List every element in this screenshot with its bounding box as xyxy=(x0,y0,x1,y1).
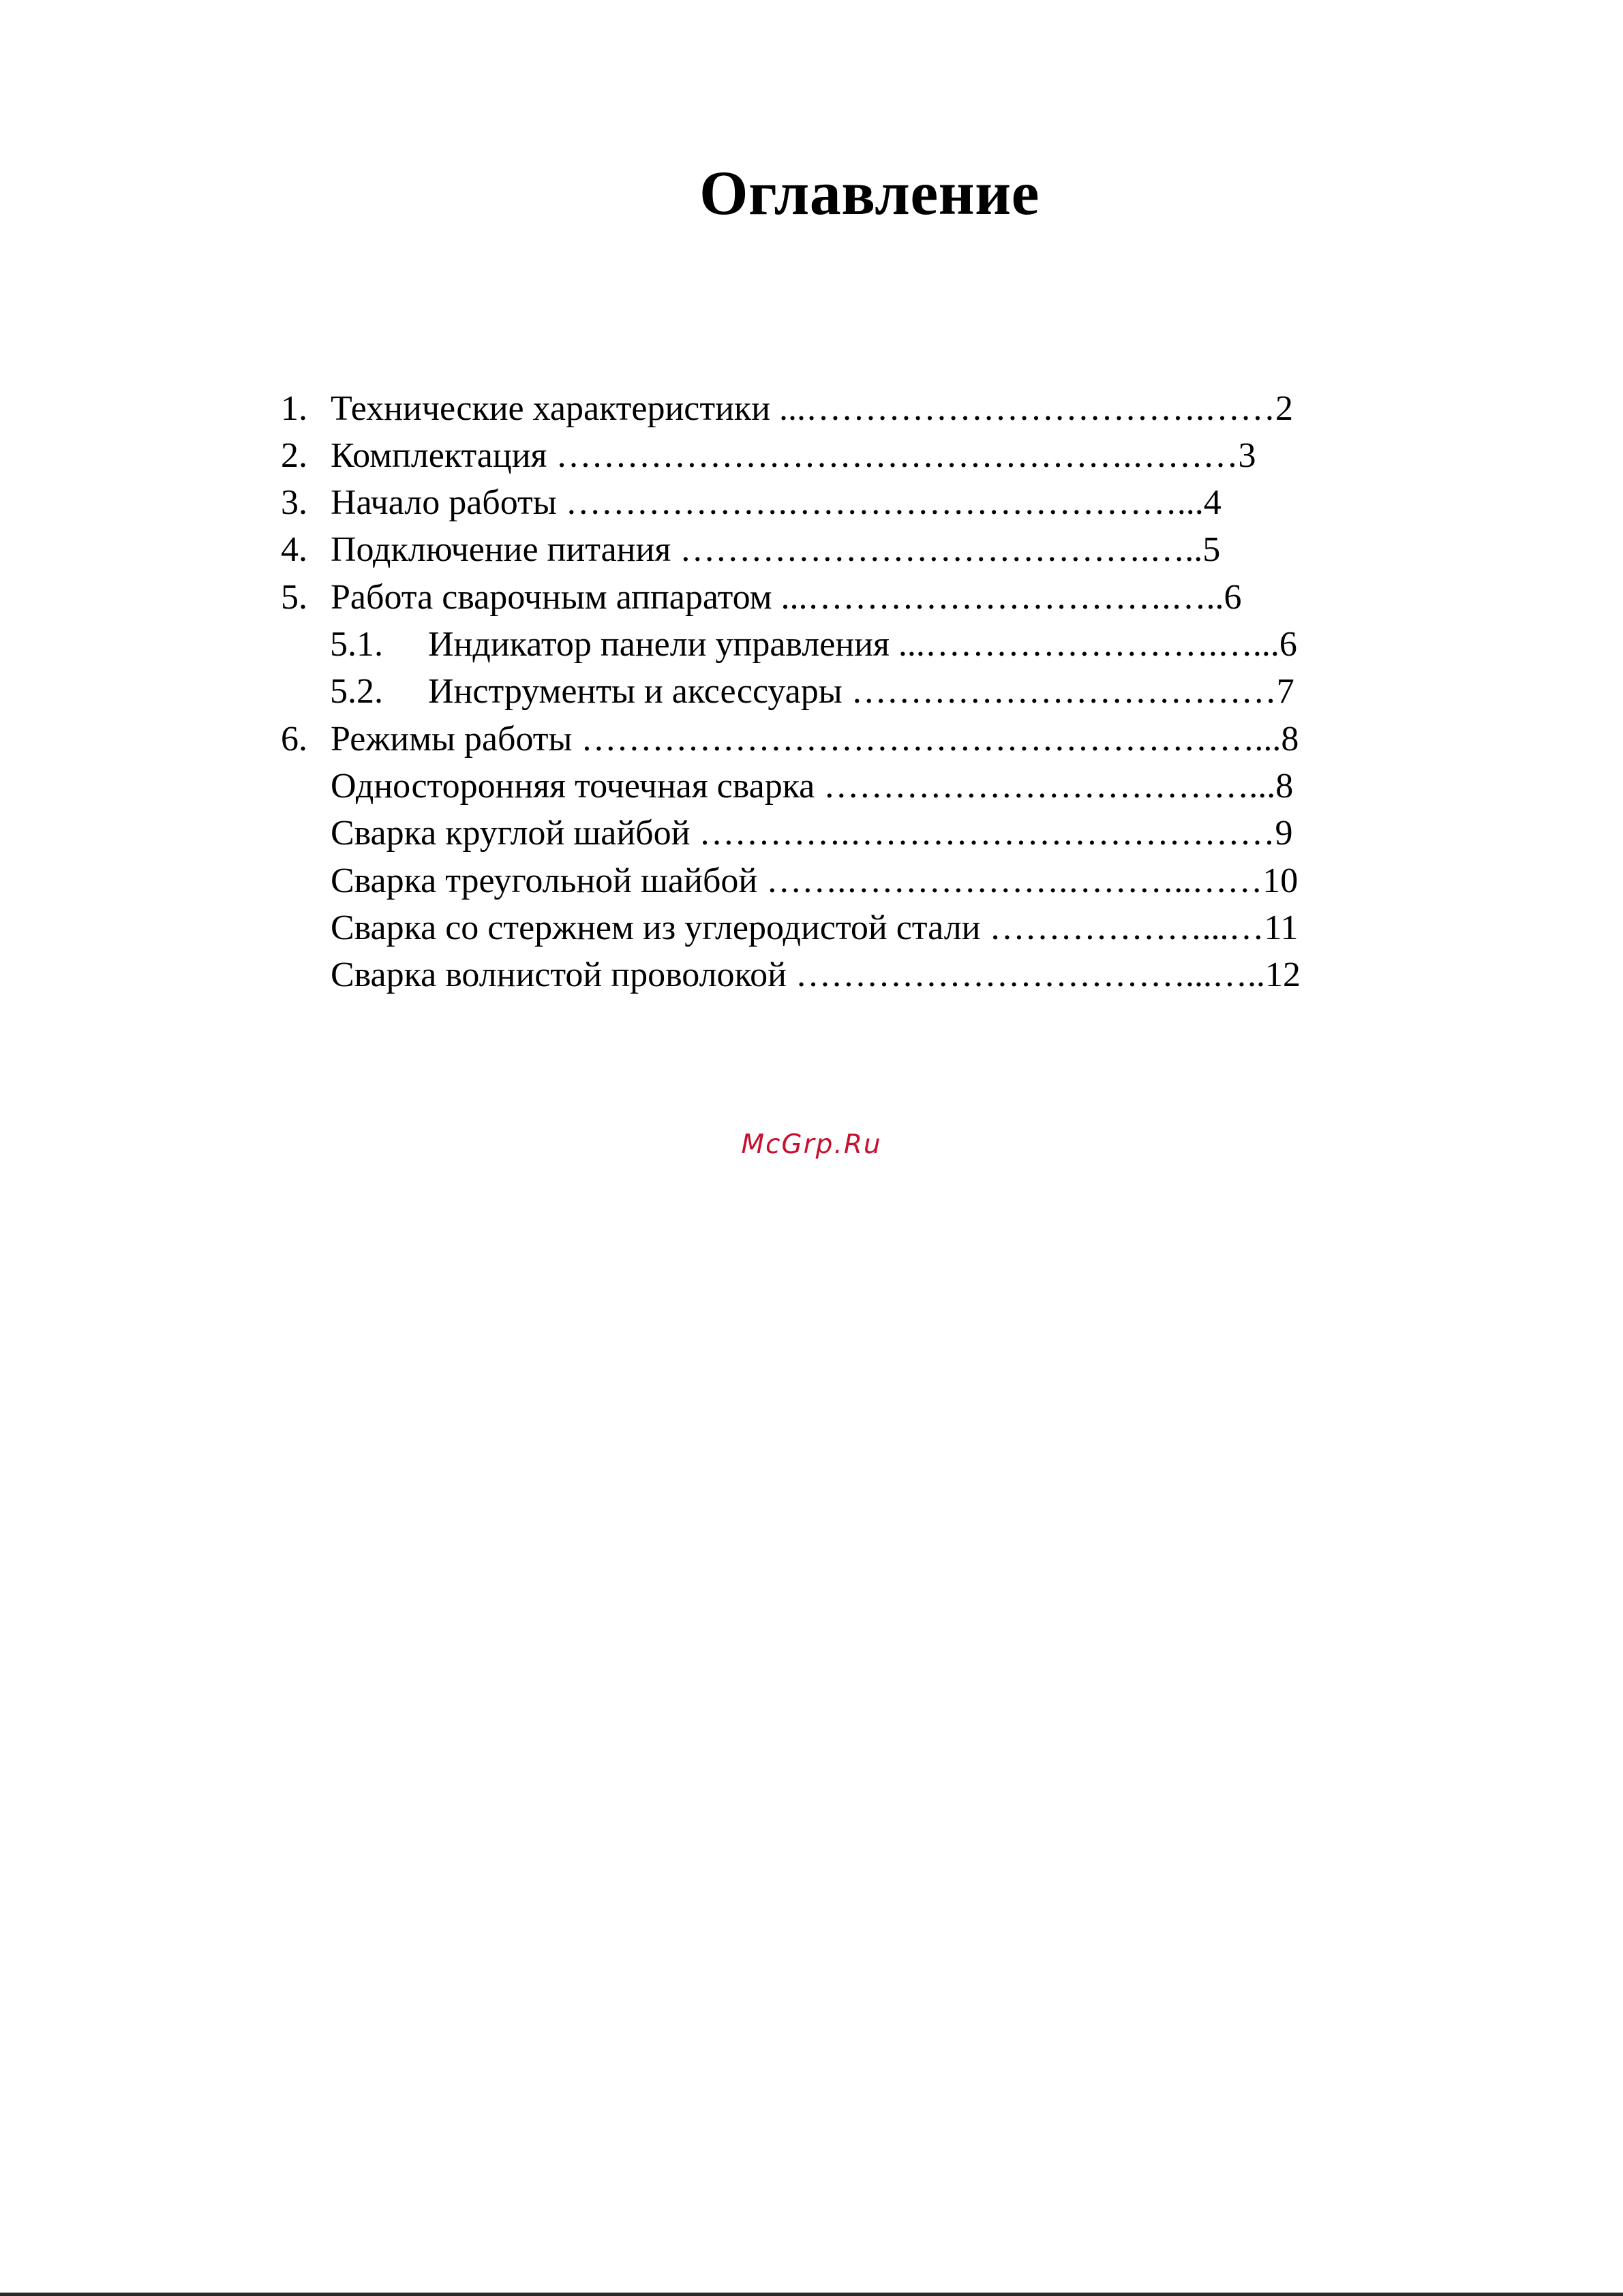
toc-entry-title: Работа сварочным аппаратом ...………………………….…..6 xyxy=(331,578,1242,617)
toc-entry-number: 2. xyxy=(281,436,307,475)
toc-entry-number: 6. xyxy=(281,720,307,759)
toc-entry-title: Режимы работы …………………………………………………...8 xyxy=(331,720,1299,759)
toc-entry-title: Односторонняя точечная сварка ………………………………...8 xyxy=(331,767,1294,806)
toc-entry-title: Сварка круглой шайбой ………….………………………………9 xyxy=(331,814,1293,853)
toc-entry-title: Сварка со стержнем из углеродистой стали ………………...…11 xyxy=(331,908,1299,947)
toc-entry-number: 3. xyxy=(281,483,307,522)
site-watermark-link[interactable]: McGrp.Ru xyxy=(741,1129,882,1160)
toc-entry-title: Сварка треугольной шайбой …….……………….………..……10 xyxy=(331,861,1299,900)
toc-entry-number: 1. xyxy=(281,389,307,428)
toc-entry-title: Сварка волнистой проволокой ……………………………...…..12 xyxy=(331,955,1301,994)
toc-entry-number: 4. xyxy=(281,530,307,569)
page-bottom-divider xyxy=(0,2293,1623,2296)
toc-entry-number: 5.2. xyxy=(330,672,383,711)
toc-entry-title: Начало работы ……………….……………………………...4 xyxy=(331,483,1222,522)
toc-entry-title: Комплектация ………………………………………….………3 xyxy=(331,436,1256,475)
toc-entry-title: Инструменты и аксессуары ………………………………7 xyxy=(428,672,1294,711)
page-title: Оглавление xyxy=(699,158,1040,228)
toc-entry-title: Подключение питания ………………………………….…..5 xyxy=(331,530,1221,569)
toc-entry-title: Технические характеристики ...…………………………….……2 xyxy=(331,389,1294,428)
toc-entry-number: 5. xyxy=(281,578,307,617)
toc-entry-number: 5.1. xyxy=(330,625,383,664)
toc-entry-title: Индикатор панели управления ...…………………….…...6 xyxy=(428,625,1297,664)
